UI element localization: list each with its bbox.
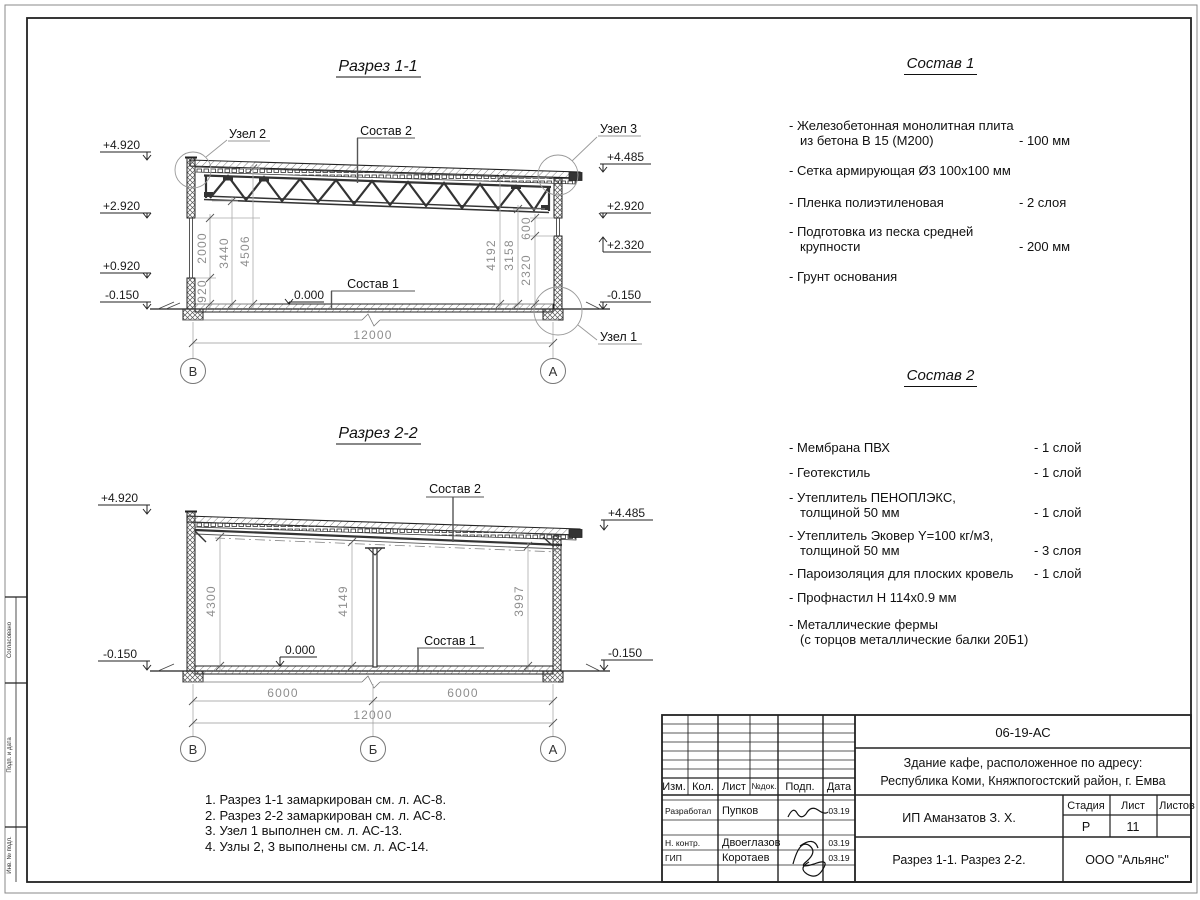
section-1-1 bbox=[100, 58, 651, 384]
row-role: Разработал bbox=[665, 806, 712, 816]
stage-label: Стадия bbox=[1067, 800, 1105, 812]
svg-text:+4.485: +4.485 bbox=[608, 506, 646, 520]
svg-text:-0.150: -0.150 bbox=[608, 646, 643, 660]
project-line1: Здание кафе, расположенное по адресу: bbox=[903, 756, 1143, 770]
row-name: Пупков bbox=[722, 805, 759, 817]
project-line2: Республика Коми, Княжпогостский район, г. Емва bbox=[880, 774, 1166, 788]
dim-label: 3440 bbox=[217, 237, 231, 269]
section-1-1-title: Разрез 1-1 bbox=[338, 58, 418, 75]
side-stamp-label: Подп. и дата bbox=[7, 737, 13, 773]
list-item: - Профнастил Н 114x0.9 мм bbox=[789, 590, 957, 605]
grid-letter: А bbox=[548, 742, 558, 757]
note-line: 3. Узел 1 выполнен см. л. АС-13. bbox=[205, 823, 403, 838]
list-item: - Пленка полиэтиленовая - 2 слоя bbox=[789, 195, 1067, 210]
signature-razrabotal bbox=[788, 808, 828, 817]
svg-text:+4.920: +4.920 bbox=[101, 491, 139, 505]
zero-level-label: 0.000 bbox=[294, 288, 325, 302]
stage-value: Р bbox=[1081, 820, 1091, 834]
svg-text:+4.920: +4.920 bbox=[103, 138, 141, 152]
sostav1-title: Состав 1 bbox=[788, 56, 1093, 71]
dim-label: 3997 bbox=[512, 585, 526, 617]
row-date: 03.19 bbox=[828, 838, 850, 848]
dim-label: 4300 bbox=[204, 585, 218, 617]
sheet-label: Лист bbox=[1121, 800, 1145, 812]
doc-code: 06-19-АС bbox=[995, 725, 1051, 740]
list-item: - Сетка армирующая Ø3 100x100 мм bbox=[789, 163, 1011, 178]
sostav1-panel bbox=[788, 56, 1093, 356]
dim-label: 4149 bbox=[336, 585, 350, 617]
uzel1-label: Узел 1 bbox=[600, 330, 638, 344]
client-name: ИП Аманзатов З. Х. bbox=[902, 811, 1016, 825]
level-marks-left bbox=[100, 138, 151, 309]
uzel2-label: Узел 2 bbox=[229, 127, 267, 141]
dim-label: 920 bbox=[195, 279, 209, 303]
span-label: 6000 bbox=[267, 686, 299, 700]
svg-text:+4.485: +4.485 bbox=[607, 150, 645, 164]
sostav2-callout: Состав 2 bbox=[360, 124, 412, 138]
row-name: Двоеглазов bbox=[722, 837, 781, 849]
grid-letter: В bbox=[188, 364, 198, 379]
note-line: 1. Разрез 1-1 замаркирован см. л. АС-8. bbox=[205, 792, 447, 807]
list-item: - Пароизоляция для плоских кровель - 1 слой bbox=[789, 566, 1082, 581]
svg-text:-0.150: -0.150 bbox=[607, 288, 642, 302]
col-data: Дата bbox=[826, 781, 852, 793]
list-item: - Мембрана ПВХ - 1 слой bbox=[789, 440, 1082, 455]
sheets-label: Листов bbox=[1159, 800, 1195, 812]
dim-label: 4506 bbox=[238, 235, 252, 267]
row-name: Коротаев bbox=[722, 852, 770, 864]
sostav1-callout: Состав 1 bbox=[347, 277, 399, 291]
dim-label: 4192 bbox=[484, 239, 498, 271]
note-line: 4. Узлы 2, 3 выполнены см. л. АС-14. bbox=[205, 838, 429, 854]
sheet-number: 11 bbox=[1126, 820, 1140, 834]
col-ndok: №док. bbox=[751, 781, 777, 791]
list-item: - Железобетонная монолитная плита из бетона В 15 (М200) - 100 мм bbox=[789, 118, 1071, 148]
dim-label: 3158 bbox=[502, 239, 516, 271]
span-label: 6000 bbox=[447, 686, 479, 700]
svg-text:+0.920: +0.920 bbox=[103, 259, 141, 273]
section-2-2 bbox=[98, 425, 653, 762]
svg-text:+2.920: +2.920 bbox=[103, 199, 141, 213]
zero-level-label: 0.000 bbox=[285, 643, 316, 657]
sostav2-panel bbox=[788, 368, 1093, 658]
signature-gip bbox=[793, 841, 825, 876]
section-2-2-title: Разрез 2-2 bbox=[338, 425, 418, 442]
level-marks-right bbox=[599, 150, 651, 309]
svg-text:-0.150: -0.150 bbox=[105, 288, 140, 302]
svg-text:+2.320: +2.320 bbox=[607, 238, 645, 252]
notes-block bbox=[205, 792, 446, 854]
row-date: 03.19 bbox=[828, 806, 850, 816]
svg-text:-0.150: -0.150 bbox=[103, 647, 138, 661]
note-line: 2. Разрез 2-2 замаркирован см. л. АС-8. bbox=[205, 807, 447, 823]
uzel3-label: Узел 3 bbox=[600, 122, 638, 136]
sostav1-callout: Состав 1 bbox=[424, 634, 476, 648]
col-podp: Подп. bbox=[785, 781, 815, 793]
row-role: ГИП bbox=[665, 853, 682, 863]
list-item: - Утеплитель ПЕНОПЛЭКС, толщиной 50 мм - 1 слой bbox=[789, 490, 1082, 520]
grid-letter: Б bbox=[368, 742, 378, 757]
sostav2-callout: Состав 2 bbox=[429, 482, 481, 496]
col-kol: Кол. bbox=[692, 781, 714, 793]
dim-label: 2320 bbox=[519, 254, 533, 286]
list-item: - Утеплитель Эковер Y=100 кг/м3, толщиной 50 мм - 3 слоя bbox=[789, 528, 1082, 558]
list-item: - Грунт основания bbox=[789, 269, 898, 284]
span-label: 12000 bbox=[353, 328, 393, 342]
col-izm: Изм. bbox=[662, 781, 686, 793]
col-list: Лист bbox=[722, 781, 746, 793]
sostav2-title: Состав 2 bbox=[788, 368, 1093, 383]
side-stamp-label: Инв. № подл. bbox=[7, 836, 13, 874]
grid-letter: В bbox=[188, 742, 198, 757]
row-role: Н. контр. bbox=[665, 838, 701, 848]
span-label: 12000 bbox=[353, 708, 393, 722]
sheet-title: Разрез 1-1. Разрез 2-2. bbox=[892, 853, 1026, 867]
dim-label: 2000 bbox=[195, 232, 209, 264]
list-item: - Геотекстиль - 1 слой bbox=[789, 465, 1082, 480]
dim-label: 600 bbox=[519, 216, 533, 240]
list-item: - Металлические фермы (с торцов металлические балки 20Б1) bbox=[789, 617, 1029, 647]
list-item: - Подготовка из песка средней крупности - 200 мм bbox=[789, 224, 1071, 254]
org-name: ООО "Альянс" bbox=[1085, 853, 1169, 867]
row-date: 03.19 bbox=[828, 853, 850, 863]
grid-letter: А bbox=[548, 364, 558, 379]
side-stamp-label: Согласовано bbox=[7, 621, 13, 659]
svg-text:+2.920: +2.920 bbox=[607, 199, 645, 213]
